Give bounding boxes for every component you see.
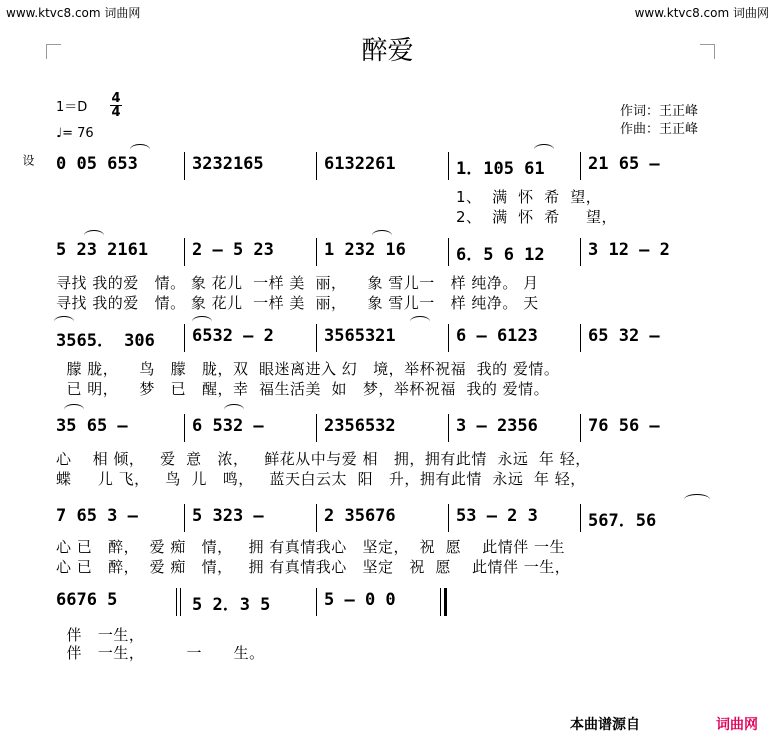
barline <box>184 414 185 442</box>
slur <box>410 316 430 327</box>
measure: 2 35676 <box>324 506 396 526</box>
key-signature: 1＝D <box>56 100 88 115</box>
lyric-line: 心 已 醉， 爱 痴 情， 拥 有真情我心 坚定， 祝 愿 此情伴 一生 <box>56 538 565 556</box>
slur <box>84 230 104 241</box>
notation-row-2 <box>50 238 720 266</box>
quarter-note-icon: ♩ <box>56 126 63 141</box>
barline <box>316 324 317 352</box>
measure: 21 65 – <box>588 154 660 174</box>
slur <box>54 316 74 327</box>
measure: 5 – 0 0 <box>324 590 396 610</box>
barline <box>316 414 317 442</box>
measure: 3565321 <box>324 326 396 346</box>
barline <box>448 324 449 352</box>
barline <box>184 324 185 352</box>
site-logo[interactable]: 词曲网 <box>716 717 758 733</box>
barline <box>316 238 317 266</box>
song-title: 醉爱 <box>361 36 414 66</box>
measure: 5 323 – <box>192 506 264 526</box>
source-label: 本曲谱源自 <box>570 717 640 733</box>
measure: 6676 5 <box>56 590 118 610</box>
measure: 53 – 2 3 <box>456 506 538 526</box>
measure: 2356532 <box>324 416 396 436</box>
barline <box>184 238 185 266</box>
barline <box>448 414 449 442</box>
time-signature-top: 4 <box>111 91 121 106</box>
measure: 2 – 5 23 <box>192 240 274 260</box>
barline <box>316 588 317 616</box>
barline <box>580 504 581 532</box>
lyric-line: 已 明， 梦 已 醒，幸 福生活美 如 梦，举杯祝福 我的 爱情。 <box>56 380 550 398</box>
slur <box>130 144 150 155</box>
lyric-line: 1、 满 怀 希 望， <box>456 188 602 206</box>
repeat-barline <box>176 588 177 616</box>
lyric-line: 2、 满 怀 希 望， <box>456 208 617 226</box>
slur <box>224 404 244 415</box>
measure: 76 56 – <box>588 416 660 436</box>
lyric-line: 心 已 醉， 爱 痴 情， 拥 有真情我心 坚定 祝 愿 此情伴 一生， <box>56 558 571 576</box>
measure: 1．105 61 <box>456 159 545 179</box>
notation-row-6 <box>50 588 720 616</box>
slur <box>534 144 554 155</box>
notation-row-5 <box>50 504 720 532</box>
slur <box>684 494 710 505</box>
notation-row-3 <box>50 324 720 352</box>
measure: 5 23 2161 <box>56 240 149 260</box>
lyric-line: 心 相 倾， 爱 意 浓， 鲜花从中与爱 相 拥，拥有此情 永远 年 轻， <box>56 450 591 468</box>
barline <box>580 152 581 180</box>
measure: 6 532 – <box>192 416 264 436</box>
barline <box>580 414 581 442</box>
lyric-line: 寻找 我的爱 情。 象 花儿 一样 美 丽， 象 雪儿一 样 纯净。 天 <box>56 294 539 312</box>
measure: 6．5 6 12 <box>456 245 545 265</box>
measure: 3 12 – 2 <box>588 240 670 260</box>
measure: 1 232 16 <box>324 240 406 260</box>
measure: 6132261 <box>324 154 396 174</box>
measure: 65 32 – <box>588 326 660 346</box>
composer-credit: 作曲：王正峰 <box>620 122 699 137</box>
barline <box>448 504 449 532</box>
tempo-value: = 76 <box>62 126 94 141</box>
barline <box>316 504 317 532</box>
measure: 5 2．3 5 <box>192 595 271 615</box>
section-mark: 设 <box>21 154 35 166</box>
barline <box>580 324 581 352</box>
repeat-barline <box>180 588 181 616</box>
lyricist-credit: 作词：王正峰 <box>620 104 699 119</box>
measure: 35 65 – <box>56 416 128 436</box>
measure: 567．56 <box>588 511 657 531</box>
time-signature <box>110 92 122 119</box>
final-barline-thin <box>440 588 441 616</box>
measure: 0 05 653 <box>56 154 138 174</box>
barline <box>184 152 185 180</box>
barline <box>448 238 449 266</box>
notation-row-4 <box>50 414 720 442</box>
measure: 3232165 <box>192 154 264 174</box>
measure: 7 65 3 – <box>56 506 138 526</box>
barline <box>580 238 581 266</box>
tempo-marking <box>56 126 94 141</box>
final-barline-thick <box>444 588 447 616</box>
site-watermark-right: www.ktvc8.com 词曲网 <box>634 6 769 20</box>
lyric-line: 寻找 我的爱 情。 象 花儿 一样 美 丽， 象 雪儿一 样 纯净。 月 <box>56 274 539 292</box>
barline <box>184 504 185 532</box>
lyric-line: 伴 一生， 一 生。 <box>56 644 265 662</box>
barline <box>316 152 317 180</box>
notation-row-1 <box>50 152 720 180</box>
barline <box>448 152 449 180</box>
slur <box>372 230 392 241</box>
lyric-line: 朦 胧， 鸟 朦 胧，双 眼迷离进入 幻 境，举杯祝福 我的 爱情。 <box>56 360 560 378</box>
lyric-line: 蝶 儿 飞， 鸟 儿 鸣， 蓝天白云太 阳 升，拥有此情 永远 年 轻， <box>56 470 586 488</box>
slur <box>64 404 84 415</box>
slur <box>192 316 212 327</box>
measure: 6 – 6123 <box>456 326 538 346</box>
site-watermark-left: www.ktvc8.com 词曲网 <box>6 6 141 20</box>
measure: 3 – 2356 <box>456 416 538 436</box>
measure: 6532 – 2 <box>192 326 274 346</box>
time-signature-bottom: 4 <box>111 105 121 120</box>
measure: 3565． 306 <box>56 331 155 351</box>
lyric-line: 伴 一生， <box>56 626 145 644</box>
